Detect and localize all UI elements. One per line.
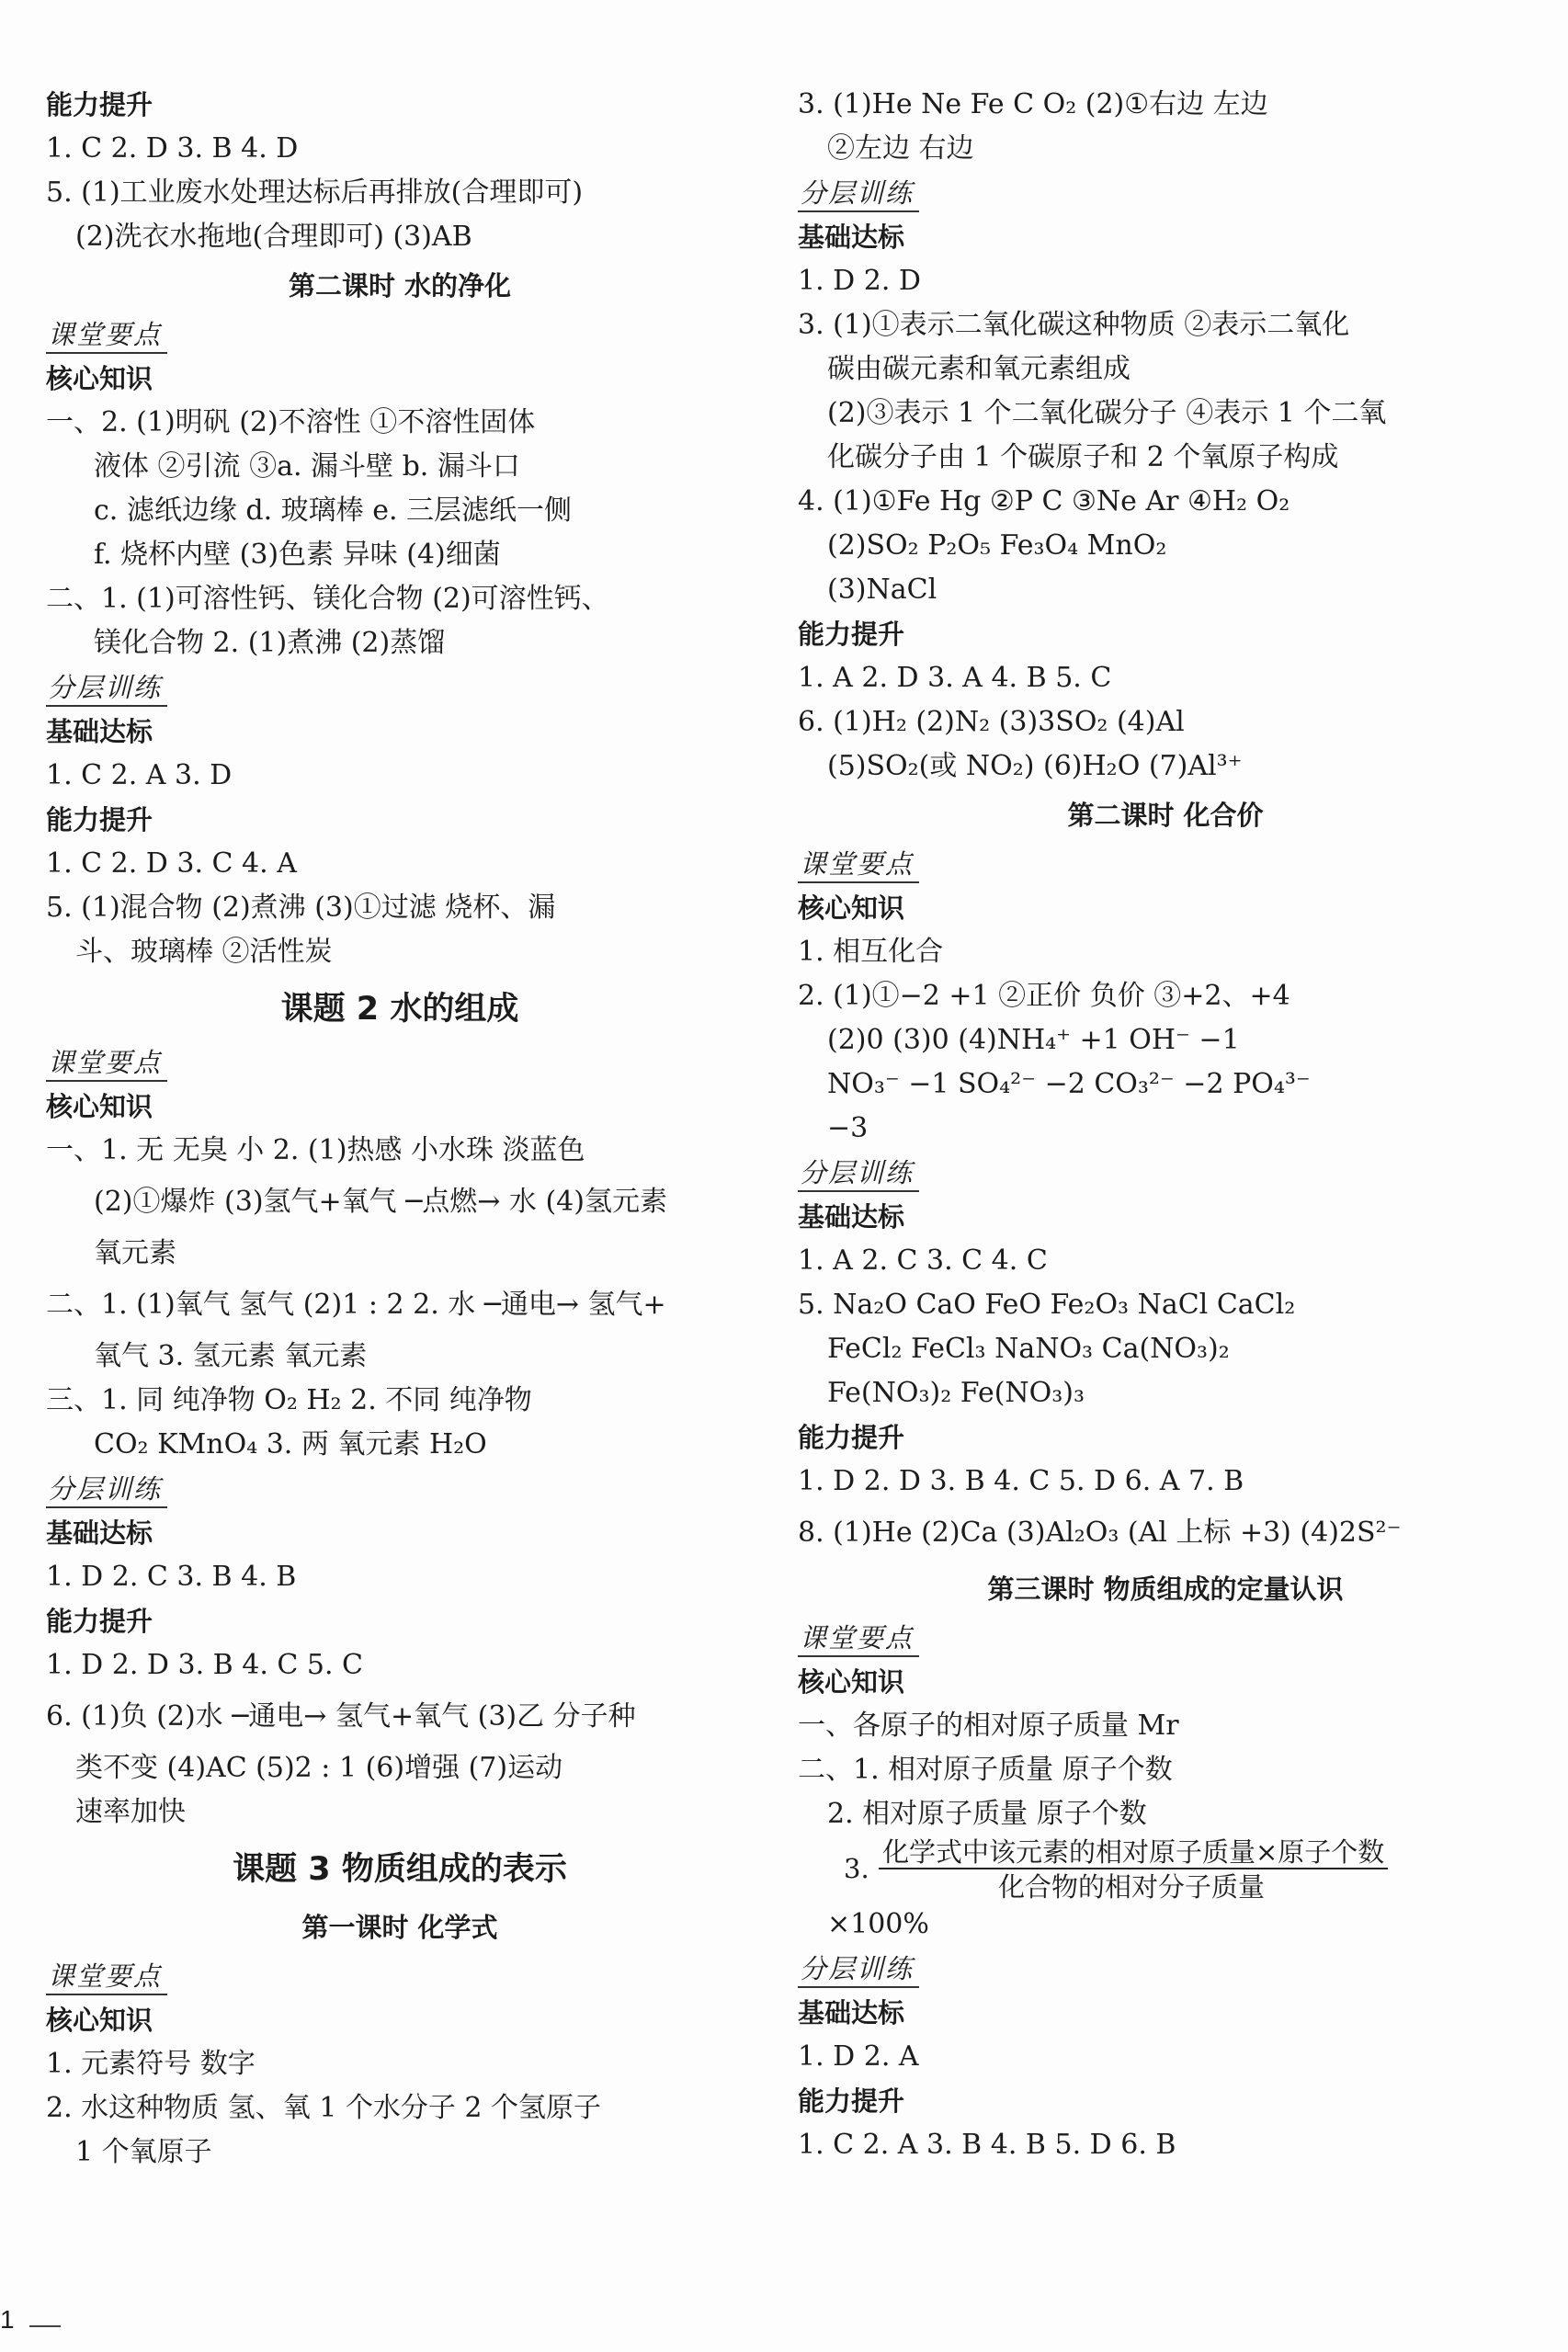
answer-line: 镁化合物 2. (1)煮沸 (2)蒸馏 bbox=[94, 627, 446, 659]
subheading: 能力提升 bbox=[46, 804, 153, 835]
section-tag bbox=[46, 1467, 754, 1511]
answer-line: 1. 元素符号 数字 bbox=[46, 2048, 256, 2080]
answer-line: (2)洗衣水拖地(合理即可) (3)AB bbox=[75, 221, 472, 253]
answer-line: 1. A 2. C 3. C 4. C bbox=[798, 1244, 1048, 1277]
answer-line: 5. (1)工业废水处理达标后再排放(合理即可) bbox=[46, 176, 584, 209]
section-tag bbox=[798, 842, 1533, 886]
subheading: 核心知识 bbox=[46, 1091, 153, 1122]
subheading: 核心知识 bbox=[798, 892, 905, 924]
answer-line: (3)NaCl bbox=[827, 574, 937, 606]
item-number: 3. bbox=[844, 1853, 869, 1884]
answer-line: 1. 相互化合 bbox=[798, 936, 944, 968]
fraction-formula bbox=[798, 1836, 1533, 1903]
answer-line: 3. (1)He Ne Fe C O₂ (2)①右边 左边 bbox=[798, 88, 1268, 120]
answer-line: CO₂ KMnO₄ 3. 两 氧元素 H₂O bbox=[94, 1428, 487, 1460]
fraction-denominator: 化合物的相对分子质量 bbox=[998, 1871, 1266, 1903]
answer-line: 二、1. (1)氧气 氢气 (2)1 : 2 2. 水 ─通电→ 氢气+ bbox=[46, 1289, 666, 1321]
answer-line: ×100% bbox=[827, 1908, 929, 1940]
answer-line: ②左边 右边 bbox=[827, 132, 974, 165]
section-tag bbox=[798, 1151, 1533, 1195]
subheading: 能力提升 bbox=[798, 1422, 905, 1453]
topic-title: 课题 3 物质组成的表示 bbox=[233, 1851, 567, 1888]
answer-line: 1. C 2. D 3. B 4. D bbox=[46, 132, 299, 165]
section-tag-label: 课堂要点 bbox=[798, 846, 919, 883]
fraction-numerator: 化学式中该元素的相对原子质量×原子个数 bbox=[879, 1836, 1388, 1869]
subheading: 基础达标 bbox=[46, 1517, 153, 1549]
subheading: 能力提升 bbox=[46, 1606, 153, 1637]
answer-line: −3 bbox=[827, 1112, 869, 1144]
section-tag-label: 课堂要点 bbox=[798, 1620, 919, 1657]
subheading: 基础达标 bbox=[798, 1201, 905, 1233]
answer-line: Fe(NO₃)₂ Fe(NO₃)₃ bbox=[827, 1377, 1085, 1409]
subheading: 核心知识 bbox=[46, 2005, 153, 2036]
answer-line: 2. 水这种物质 氢、氧 1 个水分子 2 个氢原子 bbox=[46, 2092, 602, 2124]
right-column bbox=[798, 83, 1533, 2167]
left-column bbox=[46, 83, 754, 2175]
lesson-title: 第二课时 化合价 bbox=[1067, 800, 1264, 831]
answer-line: 氧元素 bbox=[94, 1237, 176, 1269]
answer-line: 1. A 2. D 3. A 4. B 5. C bbox=[798, 662, 1112, 694]
answer-line: 4. (1)①Fe Hg ②P C ③Ne Ar ④H₂ O₂ bbox=[798, 485, 1290, 517]
answer-line: FeCl₂ FeCl₃ NaNO₃ Ca(NO₃)₂ bbox=[827, 1333, 1230, 1365]
answer-line: (2)①爆炸 (3)氢气+氧气 ─点燃→ 水 (4)氢元素 bbox=[94, 1186, 667, 1218]
subheading: 基础达标 bbox=[798, 1997, 905, 2028]
section-tag-label: 课堂要点 bbox=[46, 317, 167, 354]
answer-line: 一、2. (1)明矾 (2)不溶性 ①不溶性固体 bbox=[46, 406, 536, 438]
section-tag bbox=[46, 312, 754, 357]
answer-line: 1. D 2. D 3. B 4. C 5. C bbox=[46, 1649, 363, 1681]
answer-line: 二、1. 相对原子质量 原子个数 bbox=[798, 1754, 1173, 1786]
section-tag bbox=[46, 1954, 754, 1998]
section-tag bbox=[798, 1947, 1533, 1991]
answer-line: 三、1. 同 纯净物 O₂ H₂ 2. 不同 纯净物 bbox=[46, 1384, 532, 1416]
answer-line: 一、各原子的相对原子质量 Mr bbox=[798, 1710, 1179, 1742]
answer-line: 二、1. (1)可溶性钙、镁化合物 (2)可溶性钙、 bbox=[46, 583, 609, 615]
answer-line: 1 个氧原子 bbox=[75, 2136, 212, 2168]
subheading: 核心知识 bbox=[798, 1666, 905, 1698]
answer-line: 6. (1)H₂ (2)N₂ (3)3SO₂ (4)Al bbox=[798, 706, 1185, 738]
answer-line: 2. (1)①−2 +1 ②正价 负价 ③+2、+4 bbox=[798, 980, 1290, 1012]
answer-line: (2)③表示 1 个二氧化碳分子 ④表示 1 个二氧 bbox=[827, 397, 1387, 429]
section-tag-label: 课堂要点 bbox=[46, 1959, 167, 1995]
page-number: 1 bbox=[0, 2305, 15, 2334]
section-tag bbox=[798, 171, 1533, 215]
section-tag-label: 分层训练 bbox=[46, 1471, 167, 1508]
answer-line: 1. D 2. C 3. B 4. B bbox=[46, 1561, 297, 1593]
answer-line: f. 烧杯内壁 (3)色素 异味 (4)细菌 bbox=[94, 539, 501, 571]
answer-line: 5. Na₂O CaO FeO Fe₂O₃ NaCl CaCl₂ bbox=[798, 1289, 1296, 1321]
answer-line: 类不变 (4)AC (5)2 : 1 (6)增强 (7)运动 bbox=[75, 1752, 563, 1784]
answer-line: (5)SO₂(或 NO₂) (6)H₂O (7)Al³⁺ bbox=[827, 750, 1243, 782]
answer-line: 液体 ②引流 ③a. 漏斗壁 b. 漏斗口 bbox=[94, 450, 520, 483]
section-tag-label: 分层训练 bbox=[46, 670, 167, 707]
answer-line: 氧气 3. 氢元素 氧元素 bbox=[94, 1340, 368, 1372]
answer-line: 化碳分子由 1 个碳原子和 2 个氧原子构成 bbox=[827, 441, 1339, 473]
answer-line: 8. (1)He (2)Ca (3)Al₂O₃ (Al 上标 +3) (4)2S²⁻ bbox=[798, 1517, 1402, 1549]
answer-line: (2)0 (3)0 (4)NH₄⁺ +1 OH⁻ −1 bbox=[827, 1024, 1240, 1056]
answer-line: 碳由碳元素和氧元素组成 bbox=[827, 353, 1131, 385]
subheading: 能力提升 bbox=[46, 89, 153, 120]
answer-line: 一、1. 无 无臭 小 2. (1)热感 小水珠 淡蓝色 bbox=[46, 1134, 585, 1166]
answer-line: 速率加快 bbox=[75, 1796, 186, 1828]
topic-title: 课题 2 水的组成 bbox=[280, 991, 519, 1028]
answer-line: 3. (1)①表示二氧化碳这种物质 ②表示二氧化 bbox=[798, 309, 1350, 341]
section-tag bbox=[46, 665, 754, 710]
section-tag bbox=[798, 1616, 1533, 1660]
answer-line: 1. C 2. D 3. C 4. A bbox=[46, 847, 297, 880]
answer-line: c. 滤纸边缘 d. 玻璃棒 e. 三层滤纸一侧 bbox=[94, 494, 573, 527]
answer-line: (2)SO₂ P₂O₅ Fe₃O₄ MnO₂ bbox=[827, 529, 1167, 562]
page-number-dash bbox=[29, 2325, 61, 2327]
lesson-title: 第三课时 物质组成的定量认识 bbox=[987, 1574, 1344, 1605]
answer-line: 1. C 2. A 3. B 4. B 5. D 6. B bbox=[798, 2129, 1176, 2161]
lesson-title: 第一课时 化学式 bbox=[301, 1912, 498, 1943]
subheading: 能力提升 bbox=[798, 619, 905, 650]
answer-line: 5. (1)混合物 (2)煮沸 (3)①过滤 烧杯、漏 bbox=[46, 892, 556, 924]
answer-line: 6. (1)负 (2)水 ─通电→ 氢气+氧气 (3)乙 分子种 bbox=[46, 1700, 636, 1733]
lesson-title: 第二课时 水的净化 bbox=[288, 270, 512, 301]
section-tag bbox=[46, 1040, 754, 1085]
subheading: 基础达标 bbox=[798, 222, 905, 253]
section-tag-label: 分层训练 bbox=[798, 176, 919, 212]
section-tag-label: 课堂要点 bbox=[46, 1045, 167, 1082]
answer-line: 斗、玻璃棒 ②活性炭 bbox=[75, 936, 333, 968]
answer-line: 1. D 2. D 3. B 4. C 5. D 6. A 7. B bbox=[798, 1465, 1244, 1497]
section-tag-label: 分层训练 bbox=[798, 1951, 919, 1988]
answer-line: 1. D 2. D bbox=[798, 265, 921, 297]
answer-line: 1. C 2. A 3. D bbox=[46, 759, 233, 791]
section-tag-label: 分层训练 bbox=[798, 1155, 919, 1192]
answer-line: NO₃⁻ −1 SO₄²⁻ −2 CO₃²⁻ −2 PO₄³⁻ bbox=[827, 1068, 1311, 1100]
answer-line: 1. D 2. A bbox=[798, 2040, 919, 2073]
subheading: 核心知识 bbox=[46, 363, 153, 394]
subheading: 能力提升 bbox=[798, 2085, 905, 2117]
answer-line: 2. 相对原子质量 原子个数 bbox=[827, 1798, 1147, 1830]
subheading: 基础达标 bbox=[46, 716, 153, 747]
